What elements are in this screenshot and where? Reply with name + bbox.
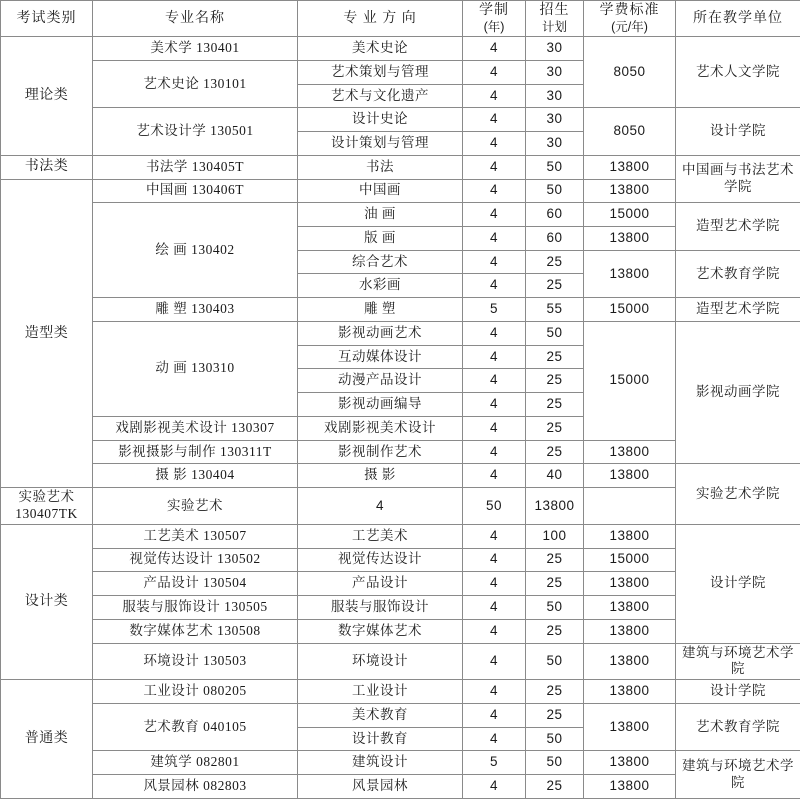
table-row — [1, 108, 800, 132]
cell-tuition-fee: 13800 — [584, 250, 676, 297]
cell-major-name: 服装与服饰设计 130505 — [93, 596, 298, 620]
cell-major-direction: 视觉传达设计 — [298, 548, 463, 572]
cell-enrollment-plan: 25 — [526, 250, 584, 274]
table-row — [1, 524, 800, 548]
cell-tuition-fee: 13800 — [584, 524, 676, 548]
cell-study-years: 4 — [463, 369, 526, 393]
cell-enrollment-plan: 30 — [526, 108, 584, 132]
column-header-years — [463, 1, 526, 37]
cell-major-name: 艺术设计学 130501 — [93, 108, 298, 155]
cell-study-years: 4 — [463, 60, 526, 84]
cell-study-years: 4 — [463, 416, 526, 440]
cell-study-years: 4 — [463, 440, 526, 464]
cell-tuition-fee: 13800 — [584, 155, 676, 179]
cell-tuition-fee: 13800 — [584, 596, 676, 620]
cell-major-name: 雕 塑 130403 — [93, 298, 298, 322]
cell-major-name: 戏剧影视美术设计 130307 — [93, 416, 298, 440]
header-row — [1, 1, 800, 37]
cell-tuition-fee: 15000 — [584, 321, 676, 440]
cell-major-direction: 书法 — [298, 155, 463, 179]
cell-major-direction: 戏剧影视美术设计 — [298, 416, 463, 440]
cell-study-years: 4 — [463, 548, 526, 572]
column-header-unit — [676, 1, 800, 37]
cell-enrollment-plan: 30 — [526, 132, 584, 156]
table-header — [1, 1, 800, 37]
cell-study-years: 4 — [463, 775, 526, 799]
column-header-label: 专 业 方 向 — [343, 11, 417, 26]
cell-major-direction: 产品设计 — [298, 572, 463, 596]
cell-teaching-unit: 艺术教育学院 — [676, 250, 800, 297]
cell-major-name: 动 画 130310 — [93, 321, 298, 416]
cell-study-years: 4 — [463, 393, 526, 417]
cell-major-direction: 影视制作艺术 — [298, 440, 463, 464]
cell-major-name: 数字媒体艺术 130508 — [93, 619, 298, 643]
cell-study-years: 4 — [463, 619, 526, 643]
cell-major-direction: 设计策划与管理 — [298, 132, 463, 156]
cell-teaching-unit: 造型艺术学院 — [676, 203, 800, 250]
cell-major-name: 产品设计 130504 — [93, 572, 298, 596]
cell-major-direction: 工艺美术 — [298, 524, 463, 548]
cell-tuition-fee: 13800 — [584, 703, 676, 750]
cell-teaching-unit: 设计学院 — [676, 108, 800, 155]
cell-study-years: 4 — [463, 84, 526, 108]
cell-study-years: 4 — [463, 321, 526, 345]
cell-enrollment-plan: 60 — [526, 203, 584, 227]
column-header-label: 所在教学单位 — [693, 11, 783, 26]
cell-enrollment-plan: 25 — [526, 572, 584, 596]
cell-enrollment-plan: 50 — [526, 751, 584, 775]
cell-major-name: 建筑学 082801 — [93, 751, 298, 775]
column-header-label: 招生 — [540, 3, 570, 18]
cell-major-name: 绘 画 130402 — [93, 203, 298, 298]
cell-study-years: 4 — [463, 680, 526, 704]
cell-major-direction: 影视动画编导 — [298, 393, 463, 417]
cell-tuition-fee: 15000 — [584, 298, 676, 322]
cell-exam-category: 设计类 — [1, 524, 93, 679]
cell-enrollment-plan: 50 — [526, 321, 584, 345]
cell-teaching-unit: 实验艺术学院 — [676, 464, 800, 524]
cell-study-years: 4 — [463, 227, 526, 251]
cell-major-name: 风景园林 082803 — [93, 775, 298, 799]
cell-study-years: 4 — [463, 596, 526, 620]
cell-exam-category: 理论类 — [1, 37, 93, 156]
cell-major-direction: 摄 影 — [298, 464, 463, 488]
table-row — [1, 203, 800, 227]
cell-major-direction: 设计教育 — [298, 727, 463, 751]
cell-study-years: 4 — [463, 274, 526, 298]
cell-major-direction: 互动媒体设计 — [298, 345, 463, 369]
cell-enrollment-plan: 100 — [526, 524, 584, 548]
cell-teaching-unit: 艺术教育学院 — [676, 703, 800, 750]
cell-enrollment-plan: 30 — [526, 37, 584, 61]
cell-major-name: 工艺美术 130507 — [93, 524, 298, 548]
cell-major-direction: 美术史论 — [298, 37, 463, 61]
column-header-major — [93, 1, 298, 37]
cell-tuition-fee: 13800 — [526, 488, 584, 525]
cell-tuition-fee: 13800 — [584, 680, 676, 704]
cell-major-name: 视觉传达设计 130502 — [93, 548, 298, 572]
cell-enrollment-plan: 55 — [526, 298, 584, 322]
column-header-category — [1, 1, 93, 37]
cell-study-years: 5 — [463, 298, 526, 322]
cell-teaching-unit: 艺术人文学院 — [676, 37, 800, 108]
cell-teaching-unit: 影视动画学院 — [676, 321, 800, 463]
cell-major-name: 艺术教育 040105 — [93, 703, 298, 750]
cell-major-name: 环境设计 130503 — [93, 643, 298, 680]
cell-major-direction: 动漫产品设计 — [298, 369, 463, 393]
cell-study-years: 4 — [463, 108, 526, 132]
cell-enrollment-plan: 50 — [526, 596, 584, 620]
cell-major-direction: 数字媒体艺术 — [298, 619, 463, 643]
cell-major-direction: 艺术与文化遗产 — [298, 84, 463, 108]
cell-enrollment-plan: 25 — [526, 775, 584, 799]
cell-study-years: 4 — [463, 179, 526, 203]
cell-study-years: 4 — [463, 132, 526, 156]
cell-enrollment-plan: 25 — [526, 548, 584, 572]
cell-tuition-fee: 13800 — [584, 751, 676, 775]
cell-tuition-fee: 13800 — [584, 775, 676, 799]
cell-tuition-fee: 15000 — [584, 548, 676, 572]
cell-enrollment-plan: 25 — [526, 345, 584, 369]
cell-study-years: 4 — [298, 488, 463, 525]
column-header-fee — [584, 1, 676, 37]
column-header-direction — [298, 1, 463, 37]
cell-enrollment-plan: 25 — [526, 680, 584, 704]
cell-major-direction: 美术教育 — [298, 703, 463, 727]
cell-teaching-unit: 建筑与环境艺术学院 — [676, 643, 800, 680]
cell-major-direction: 雕 塑 — [298, 298, 463, 322]
column-header-sublabel: 计划 — [529, 20, 580, 36]
cell-enrollment-plan: 40 — [526, 464, 584, 488]
cell-enrollment-plan: 25 — [526, 440, 584, 464]
cell-tuition-fee: 13800 — [584, 464, 676, 488]
cell-major-name: 实验艺术 130407TK — [1, 488, 93, 525]
cell-teaching-unit: 中国画与书法艺术学院 — [676, 155, 800, 202]
cell-enrollment-plan: 50 — [463, 488, 526, 525]
column-header-label: 专业名称 — [165, 11, 225, 26]
column-header-label: 考试类别 — [17, 11, 77, 26]
cell-major-name: 美术学 130401 — [93, 37, 298, 61]
cell-exam-category: 普通类 — [1, 680, 93, 799]
table-row — [1, 298, 800, 322]
cell-major-direction: 服装与服饰设计 — [298, 596, 463, 620]
cell-enrollment-plan: 25 — [526, 703, 584, 727]
cell-major-name: 书法学 130405T — [93, 155, 298, 179]
cell-major-direction: 建筑设计 — [298, 751, 463, 775]
cell-major-name: 中国画 130406T — [93, 179, 298, 203]
cell-enrollment-plan: 30 — [526, 84, 584, 108]
cell-enrollment-plan: 50 — [526, 643, 584, 680]
cell-study-years: 5 — [463, 751, 526, 775]
table-row — [1, 643, 800, 680]
cell-enrollment-plan: 60 — [526, 227, 584, 251]
cell-major-direction: 水彩画 — [298, 274, 463, 298]
cell-major-direction: 工业设计 — [298, 680, 463, 704]
cell-study-years: 4 — [463, 727, 526, 751]
cell-exam-category: 造型类 — [1, 179, 93, 488]
cell-tuition-fee: 13800 — [584, 227, 676, 251]
cell-major-direction: 综合艺术 — [298, 250, 463, 274]
cell-exam-category: 书法类 — [1, 155, 93, 179]
cell-study-years: 4 — [463, 703, 526, 727]
cell-major-name: 工业设计 080205 — [93, 680, 298, 704]
table-row — [1, 37, 800, 61]
cell-enrollment-plan: 25 — [526, 369, 584, 393]
cell-major-direction: 风景园林 — [298, 775, 463, 799]
cell-enrollment-plan: 25 — [526, 619, 584, 643]
table-row — [1, 680, 800, 704]
cell-tuition-fee: 8050 — [584, 37, 676, 108]
column-header-sublabel: (年) — [466, 20, 522, 36]
cell-major-name: 摄 影 130404 — [93, 464, 298, 488]
cell-enrollment-plan: 50 — [526, 727, 584, 751]
cell-teaching-unit: 建筑与环境艺术学院 — [676, 751, 800, 798]
cell-major-direction: 中国画 — [298, 179, 463, 203]
cell-enrollment-plan: 50 — [526, 179, 584, 203]
column-header-label: 学制 — [479, 3, 509, 18]
table-row — [1, 321, 800, 345]
cell-tuition-fee: 8050 — [584, 108, 676, 155]
cell-major-direction: 艺术策划与管理 — [298, 60, 463, 84]
cell-teaching-unit: 设计学院 — [676, 680, 800, 704]
cell-study-years: 4 — [463, 345, 526, 369]
cell-tuition-fee: 15000 — [584, 203, 676, 227]
cell-study-years: 4 — [463, 464, 526, 488]
cell-major-direction: 环境设计 — [298, 643, 463, 680]
cell-study-years: 4 — [463, 524, 526, 548]
cell-major-direction: 设计史论 — [298, 108, 463, 132]
cell-major-name: 影视摄影与制作 130311T — [93, 440, 298, 464]
cell-study-years: 4 — [463, 155, 526, 179]
cell-tuition-fee: 13800 — [584, 440, 676, 464]
cell-study-years: 4 — [463, 203, 526, 227]
cell-enrollment-plan: 25 — [526, 416, 584, 440]
cell-study-years: 4 — [463, 250, 526, 274]
table-row — [1, 703, 800, 727]
cell-major-direction: 版 画 — [298, 227, 463, 251]
cell-teaching-unit: 设计学院 — [676, 524, 800, 643]
cell-major-name: 艺术史论 130101 — [93, 60, 298, 107]
cell-major-direction: 油 画 — [298, 203, 463, 227]
column-header-sublabel: (元/年) — [587, 20, 672, 36]
cell-tuition-fee: 13800 — [584, 572, 676, 596]
cell-study-years: 4 — [463, 37, 526, 61]
cell-enrollment-plan: 50 — [526, 155, 584, 179]
cell-enrollment-plan: 25 — [526, 393, 584, 417]
cell-major-direction: 影视动画艺术 — [298, 321, 463, 345]
table-row — [1, 155, 800, 179]
cell-teaching-unit: 造型艺术学院 — [676, 298, 800, 322]
cell-enrollment-plan: 30 — [526, 60, 584, 84]
table-row — [1, 751, 800, 775]
table-body — [1, 37, 800, 799]
cell-study-years: 4 — [463, 572, 526, 596]
column-header-label: 学费标准 — [600, 3, 660, 18]
cell-enrollment-plan: 25 — [526, 274, 584, 298]
cell-study-years: 4 — [463, 643, 526, 680]
cell-tuition-fee: 13800 — [584, 619, 676, 643]
cell-tuition-fee: 13800 — [584, 643, 676, 680]
cell-major-direction: 实验艺术 — [93, 488, 298, 525]
table-row — [1, 464, 800, 488]
column-header-plan — [526, 1, 584, 37]
cell-tuition-fee: 13800 — [584, 179, 676, 203]
